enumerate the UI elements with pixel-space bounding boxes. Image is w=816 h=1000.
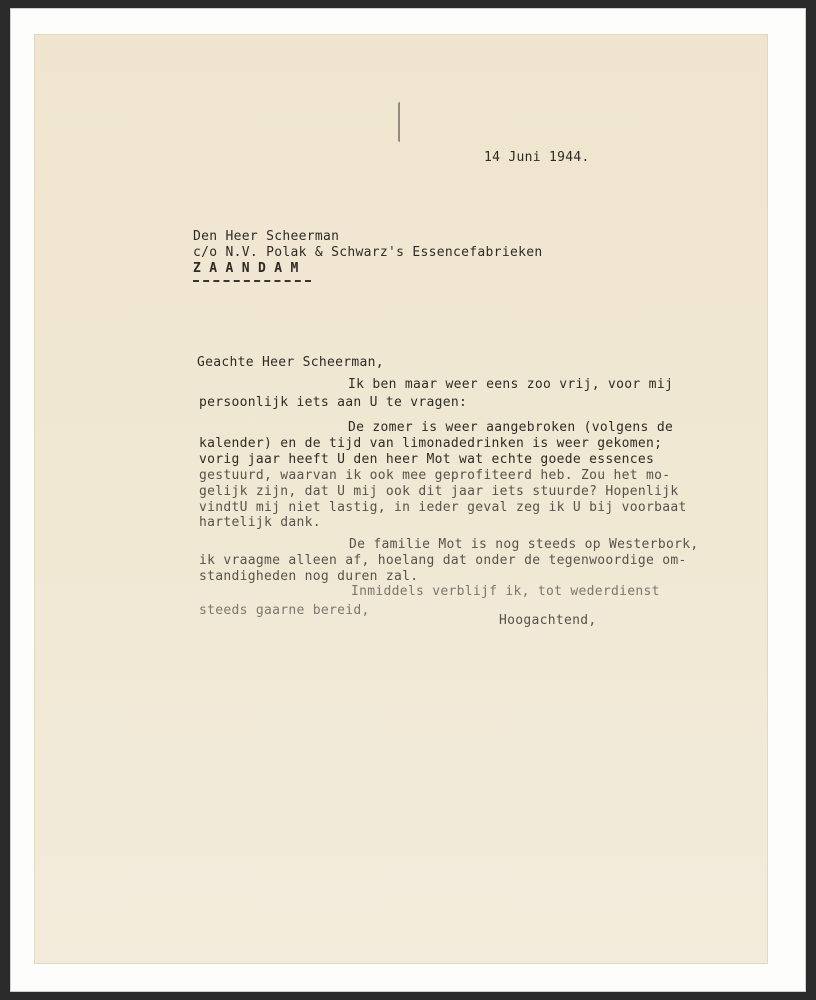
body-line-4: kalender) en de tijd van limonadedrinken is weer gekomen; [199,436,663,451]
body-line-13: Inmiddels verblijf ik, tot wederdienst [351,584,660,599]
body-line-3: De zomer is weer aangebroken (volgens de [348,420,674,435]
body-line-7: gelijk zijn, dat U mij ook dit jaar iets stuurde? Hopenlijk [199,484,679,499]
recipient-company: c/o N.V. Polak & Schwarz's Essencefabrieken [193,245,543,260]
salutation: Geachte Heer Scheerman, [197,355,384,370]
body-line-2: persoonlijk iets aan U te vragen: [199,395,468,410]
body-line-5: vorig jaar heeft U den heer Mot wat echte goede essences [199,452,655,467]
pencil-mark [398,102,402,142]
body-line-6: gestuurd, waarvan ik ook mee geprofiteerd heb. Zou het mo- [199,468,671,483]
body-line-10: De familie Mot is nog steeds op Westerbork, [349,537,699,552]
recipient-city: Z A A N D A M [193,261,299,276]
body-line-11: ik vraagme alleen af, hoelang dat onder de tegenwoordige om- [199,553,687,568]
body-line-12: standigheden nog duren zal. [199,569,419,584]
body-line-8: vindtU mij niet lastig, in ieder geval zeg ik U bij voorbaat [199,500,687,515]
body-line-1: Ik ben maar weer eens zoo vrij, voor mij [348,377,674,392]
body-line-9: hartelijk dank. [199,515,321,530]
letter-sheet [34,34,768,964]
letter-date: 14 Juni 1944. [484,150,590,165]
closing: Hoogachtend, [499,613,597,628]
recipient-name: Den Heer Scheerman [193,229,340,244]
address-underline [193,280,311,282]
body-line-14: steeds gaarne bereid, [199,603,370,618]
